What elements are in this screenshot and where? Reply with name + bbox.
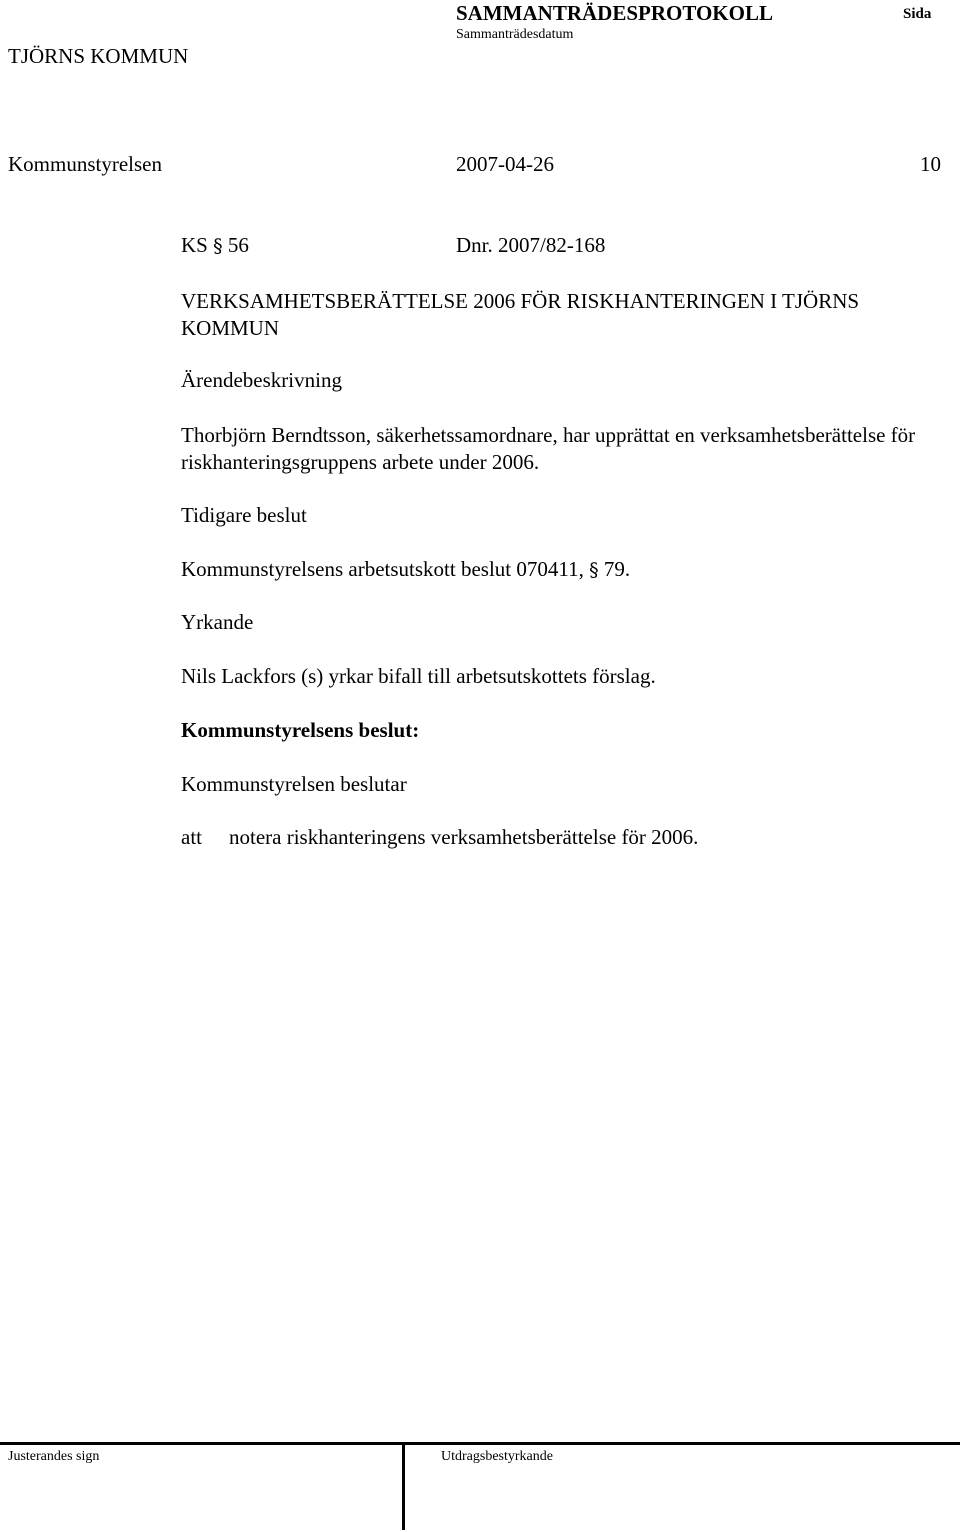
previous-section-sign: § <box>589 559 599 581</box>
ks-label: KS <box>181 233 208 257</box>
footer-divider <box>402 1442 405 1530</box>
decision-heading: Kommunstyrelsens beslut: <box>181 718 420 742</box>
document-title: SAMMANTRÄDESPROTOKOLL <box>456 1 773 25</box>
decision-att: att <box>181 825 202 849</box>
meeting-date-label: Sammanträdesdatum <box>456 27 574 42</box>
organization-name: TJÖRNS KOMMUN <box>8 44 189 68</box>
decision-intro: Kommunstyrelsen beslutar <box>181 772 407 796</box>
previous-decision-heading: Tidigare beslut <box>181 503 307 527</box>
previous-decision-text-after: 79. <box>603 557 631 581</box>
motion-text: Nils Lackfors (s) yrkar bifall till arbetsutskottets förslag. <box>181 664 656 688</box>
description-text: Thorbjörn Berndtsson, säkerhetssamordnare, har upprättat en verksamhetsberättelse för riskhanteringsgruppens arbete under 2006. <box>181 423 916 474</box>
extract-certification-label: Utdragsbestyrkande <box>441 1449 553 1464</box>
meeting-date: 2007-04-26 <box>456 152 554 176</box>
description-heading: Ärendebeskrivning <box>181 368 342 392</box>
adjuster-signature-label: Justerandes sign <box>8 1449 100 1464</box>
decision-text: notera riskhanteringens verksamhetsberättelse för 2006. <box>229 825 699 849</box>
page-label: Sida <box>903 6 932 22</box>
previous-decision-text-before: Kommunstyrelsens arbetsutskott beslut 070411, <box>181 557 584 581</box>
previous-decision-text <box>181 557 630 582</box>
motion-heading: Yrkande <box>181 610 254 634</box>
footer-rule <box>0 1442 960 1445</box>
committee-name: Kommunstyrelsen <box>8 152 162 176</box>
case-section-reference <box>181 233 249 258</box>
section-sign: § <box>213 235 223 257</box>
case-title: VERKSAMHETSBERÄTTELSE 2006 FÖR RISKHANTERINGEN I TJÖRNS KOMMUN <box>181 289 860 340</box>
case-dnr: Dnr. 2007/82-168 <box>456 233 606 257</box>
section-number: 56 <box>227 233 249 257</box>
page-number: 10 <box>920 152 941 176</box>
